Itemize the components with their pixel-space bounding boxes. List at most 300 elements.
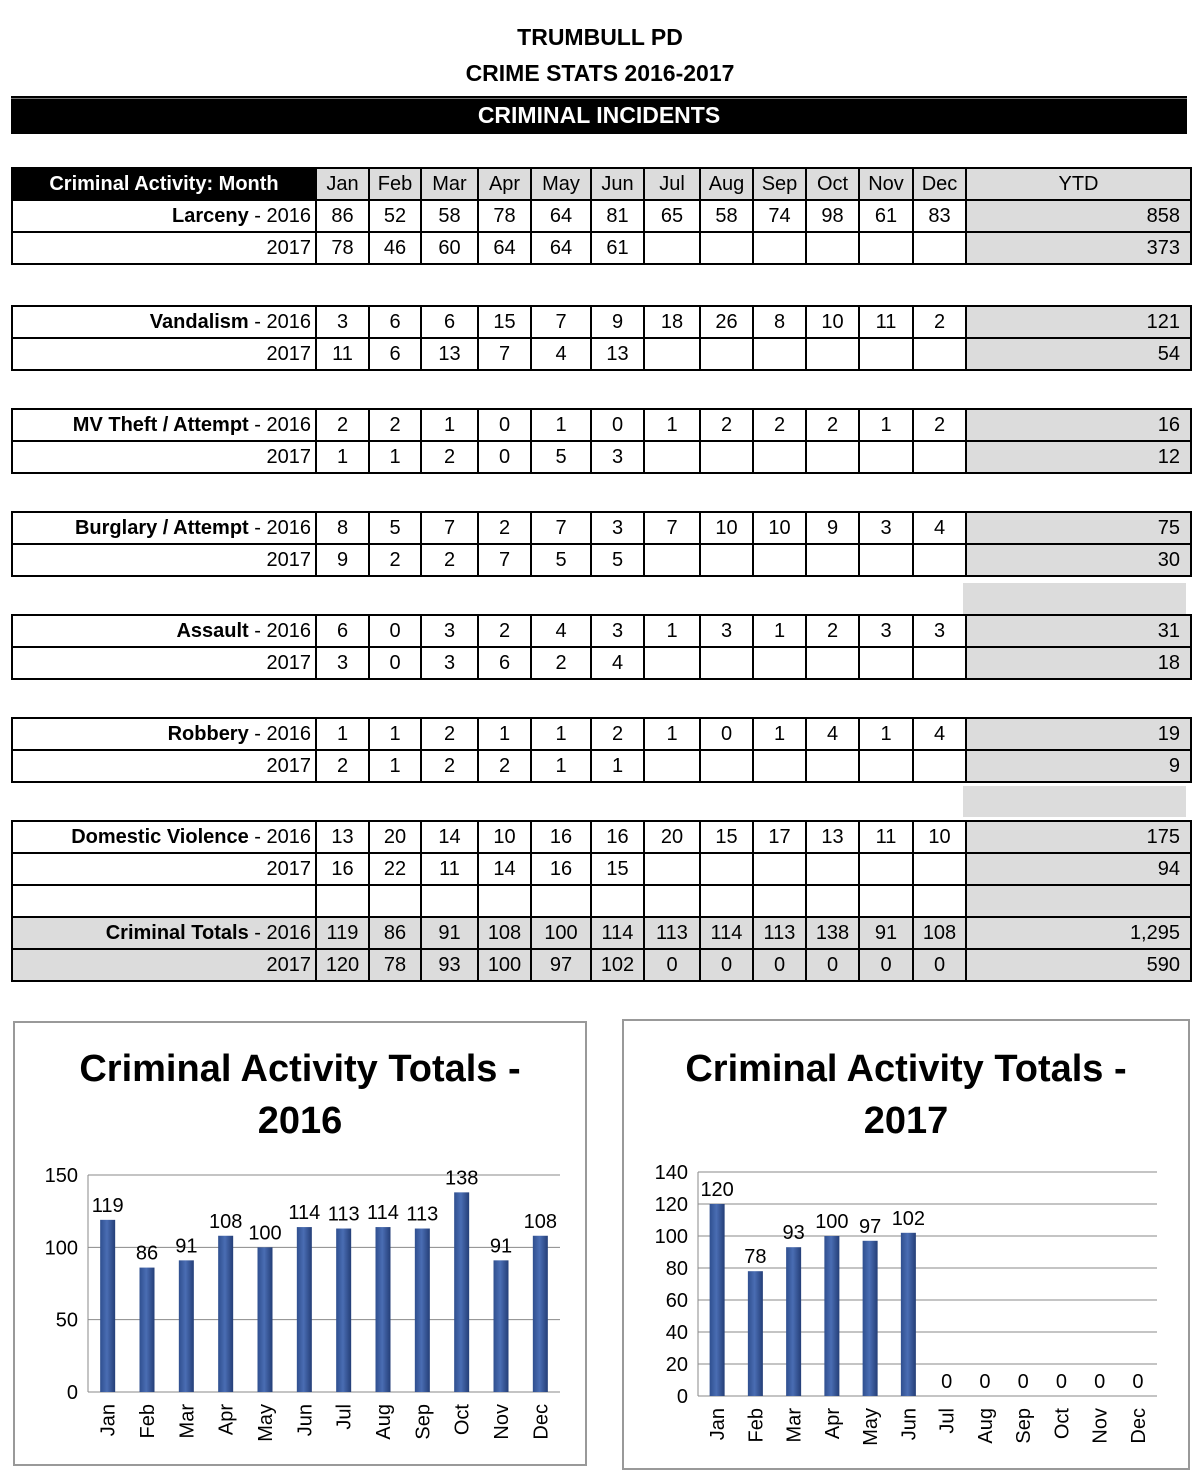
crime-category: Burglary / Attempt bbox=[74, 516, 249, 539]
ytd-value: 18 bbox=[966, 647, 1191, 679]
month-value bbox=[644, 338, 700, 370]
month-value: 6 bbox=[316, 615, 369, 647]
month-value: 7 bbox=[421, 512, 478, 544]
month-value: 1 bbox=[369, 441, 421, 473]
row-label bbox=[12, 338, 316, 370]
ytd-value: 31 bbox=[966, 615, 1191, 647]
y-tick-label: 20 bbox=[665, 1354, 688, 1376]
month-value: 2 bbox=[421, 750, 478, 782]
month-value: 65 bbox=[644, 200, 700, 232]
empty-cell bbox=[531, 885, 591, 917]
table-row bbox=[12, 409, 1191, 441]
row-year: 2016 bbox=[266, 204, 311, 227]
month-total: 108 bbox=[913, 917, 966, 949]
bar bbox=[258, 1247, 273, 1392]
month-total: 0 bbox=[753, 949, 806, 981]
month-header: Nov bbox=[859, 168, 913, 200]
empty-cell bbox=[421, 885, 478, 917]
month-value: 10 bbox=[913, 821, 966, 853]
month-value bbox=[700, 544, 753, 576]
month-value: 83 bbox=[913, 200, 966, 232]
row-year: 2016 bbox=[266, 310, 311, 333]
month-value: 3 bbox=[859, 512, 913, 544]
row-label: Burglary / Attempt - 2016 bbox=[12, 512, 316, 544]
month-value: 3 bbox=[859, 615, 913, 647]
bar bbox=[494, 1260, 509, 1392]
month-value bbox=[859, 750, 913, 782]
month-value: 7 bbox=[531, 512, 591, 544]
row-label: MV Theft / Attempt - 2016 bbox=[12, 409, 316, 441]
x-tick-label: Dec bbox=[530, 1404, 553, 1440]
ytd-gap-shade bbox=[963, 583, 1186, 614]
x-tick-label: Jul bbox=[333, 1404, 356, 1430]
month-value: 8 bbox=[316, 512, 369, 544]
ytd-value: 94 bbox=[966, 853, 1191, 885]
month-value: 2 bbox=[806, 409, 859, 441]
table-row bbox=[12, 853, 1191, 885]
month-value bbox=[644, 441, 700, 473]
x-tick-label: Jul bbox=[936, 1408, 959, 1434]
month-value: 2 bbox=[316, 409, 369, 441]
bar bbox=[710, 1204, 725, 1396]
month-value bbox=[806, 853, 859, 885]
month-value bbox=[806, 750, 859, 782]
month-total: 86 bbox=[369, 917, 421, 949]
month-value: 86 bbox=[316, 200, 369, 232]
bar bbox=[748, 1271, 763, 1396]
table-row bbox=[12, 544, 1191, 576]
month-total: 97 bbox=[531, 949, 591, 981]
empty-cell bbox=[591, 885, 644, 917]
month-value: 0 bbox=[478, 441, 531, 473]
crime-category: Larceny bbox=[172, 204, 249, 227]
month-value: 52 bbox=[369, 200, 421, 232]
ytd-gap-shade bbox=[963, 786, 1186, 817]
month-value: 0 bbox=[369, 647, 421, 679]
month-value: 13 bbox=[421, 338, 478, 370]
chart-2016 bbox=[13, 1021, 587, 1466]
row-label: Larceny - 2016 bbox=[12, 200, 316, 232]
month-value bbox=[700, 647, 753, 679]
month-header: Feb bbox=[369, 168, 421, 200]
table-row bbox=[12, 200, 1191, 232]
month-value: 13 bbox=[806, 821, 859, 853]
month-value: 1 bbox=[859, 718, 913, 750]
month-value: 17 bbox=[753, 821, 806, 853]
row-year: 2016 bbox=[266, 722, 311, 745]
month-value bbox=[806, 232, 859, 264]
row-label: Robbery - 2016 bbox=[12, 718, 316, 750]
month-value: 0 bbox=[591, 409, 644, 441]
month-header: Aug bbox=[700, 168, 753, 200]
month-value: 3 bbox=[421, 615, 478, 647]
chart-title-line1: Criminal Activity Totals - bbox=[79, 1048, 521, 1090]
month-value: 1 bbox=[531, 750, 591, 782]
data-label: 114 bbox=[367, 1202, 399, 1225]
table-row bbox=[12, 441, 1191, 473]
month-total: 0 bbox=[644, 949, 700, 981]
month-value: 5 bbox=[591, 544, 644, 576]
month-value bbox=[913, 853, 966, 885]
x-tick-label: Apr bbox=[821, 1408, 844, 1440]
y-tick-label: 120 bbox=[654, 1194, 688, 1216]
empty-cell bbox=[806, 885, 859, 917]
month-total: 119 bbox=[316, 917, 369, 949]
table-row bbox=[12, 750, 1191, 782]
month-value: 98 bbox=[806, 200, 859, 232]
month-value: 15 bbox=[700, 821, 753, 853]
data-label: 119 bbox=[91, 1194, 124, 1217]
data-label: 0 bbox=[1132, 1371, 1144, 1393]
month-total: 78 bbox=[369, 949, 421, 981]
month-value: 2 bbox=[369, 409, 421, 441]
month-value: 4 bbox=[531, 338, 591, 370]
data-label: 0 bbox=[979, 1371, 991, 1393]
x-tick-label: Aug bbox=[373, 1404, 395, 1440]
bar bbox=[863, 1241, 878, 1396]
month-value bbox=[753, 544, 806, 576]
empty-cell bbox=[700, 885, 753, 917]
data-label: 91 bbox=[175, 1235, 198, 1258]
ytd-header: YTD bbox=[966, 168, 1191, 200]
month-value: 1 bbox=[591, 750, 644, 782]
x-tick-label: Feb bbox=[745, 1408, 768, 1443]
month-total: 0 bbox=[859, 949, 913, 981]
totals-row bbox=[12, 949, 1191, 981]
stats-table-group bbox=[11, 408, 1192, 474]
empty-cell bbox=[966, 885, 1191, 917]
month-value: 1 bbox=[531, 409, 591, 441]
month-value: 1 bbox=[478, 718, 531, 750]
data-label: 138 bbox=[444, 1167, 479, 1190]
month-value: 2 bbox=[591, 718, 644, 750]
empty-cell bbox=[644, 885, 700, 917]
data-label: 100 bbox=[815, 1211, 849, 1233]
month-value bbox=[806, 338, 859, 370]
empty-cell bbox=[913, 885, 966, 917]
month-value bbox=[644, 232, 700, 264]
month-value: 16 bbox=[591, 821, 644, 853]
month-value: 13 bbox=[316, 821, 369, 853]
ytd-value: 54 bbox=[966, 338, 1191, 370]
y-tick-label: 50 bbox=[55, 1309, 78, 1332]
month-value: 3 bbox=[591, 441, 644, 473]
x-tick-label: Jan bbox=[707, 1408, 730, 1441]
row-label bbox=[12, 750, 316, 782]
month-total: 91 bbox=[859, 917, 913, 949]
row-year: 2017 bbox=[266, 548, 311, 571]
row-year: 2016 bbox=[266, 921, 311, 944]
month-value: 15 bbox=[478, 306, 531, 338]
month-total: 108 bbox=[478, 917, 531, 949]
bar bbox=[336, 1229, 351, 1392]
x-tick-label: Jan bbox=[97, 1404, 120, 1437]
month-total: 120 bbox=[316, 949, 369, 981]
month-value: 1 bbox=[421, 409, 478, 441]
month-value: 10 bbox=[806, 306, 859, 338]
x-tick-label: Sep bbox=[1013, 1408, 1036, 1444]
month-value: 46 bbox=[369, 232, 421, 264]
ytd-value: 30 bbox=[966, 544, 1191, 576]
corner-header: Criminal Activity: Month bbox=[12, 168, 316, 200]
x-tick-label: Jun bbox=[294, 1404, 317, 1437]
month-value: 11 bbox=[859, 821, 913, 853]
month-value: 64 bbox=[478, 232, 531, 264]
data-label: 86 bbox=[135, 1242, 159, 1265]
y-tick-label: 0 bbox=[676, 1386, 688, 1408]
totals-label: Criminal Totals bbox=[105, 921, 249, 944]
x-tick-label: Jun bbox=[898, 1408, 921, 1441]
section-banner: CRIMINAL INCIDENTS bbox=[11, 96, 1187, 134]
data-label: 78 bbox=[744, 1246, 767, 1269]
ytd-value: 373 bbox=[966, 232, 1191, 264]
month-value bbox=[913, 750, 966, 782]
month-value bbox=[644, 647, 700, 679]
month-header: Jul bbox=[644, 168, 700, 200]
month-value: 0 bbox=[478, 409, 531, 441]
month-value: 1 bbox=[531, 718, 591, 750]
row-label bbox=[12, 544, 316, 576]
month-value: 16 bbox=[531, 821, 591, 853]
month-value: 61 bbox=[859, 200, 913, 232]
month-value: 2 bbox=[806, 615, 859, 647]
data-label: 120 bbox=[700, 1179, 734, 1201]
month-value: 3 bbox=[913, 615, 966, 647]
month-value: 3 bbox=[316, 306, 369, 338]
month-value: 11 bbox=[421, 853, 478, 885]
bar bbox=[100, 1220, 115, 1392]
row-year: 2017 bbox=[266, 857, 311, 880]
ytd-value: 175 bbox=[966, 821, 1191, 853]
month-value: 61 bbox=[591, 232, 644, 264]
month-value bbox=[753, 647, 806, 679]
chart-title-line2: 2017 bbox=[863, 1100, 949, 1142]
month-value: 58 bbox=[700, 200, 753, 232]
x-tick-label: Oct bbox=[451, 1404, 474, 1436]
month-total: 114 bbox=[591, 917, 644, 949]
month-value: 5 bbox=[531, 544, 591, 576]
month-value: 1 bbox=[859, 409, 913, 441]
month-value: 2 bbox=[369, 544, 421, 576]
month-value: 14 bbox=[421, 821, 478, 853]
month-value: 8 bbox=[753, 306, 806, 338]
crime-category: Domestic Violence bbox=[71, 825, 249, 848]
table-row bbox=[12, 512, 1191, 544]
x-tick-label: Aug bbox=[974, 1408, 997, 1444]
month-value: 5 bbox=[531, 441, 591, 473]
chart-title-line2: 2016 bbox=[257, 1100, 343, 1142]
empty-cell bbox=[478, 885, 531, 917]
month-value: 3 bbox=[591, 512, 644, 544]
month-value bbox=[700, 232, 753, 264]
month-value: 7 bbox=[478, 544, 531, 576]
month-value bbox=[700, 750, 753, 782]
month-value: 81 bbox=[591, 200, 644, 232]
empty-cell bbox=[753, 885, 806, 917]
ytd-value: 16 bbox=[966, 409, 1191, 441]
data-label: 93 bbox=[782, 1222, 805, 1245]
month-value: 20 bbox=[644, 821, 700, 853]
report-subtitle: CRIME STATS 2016-2017 bbox=[465, 60, 735, 86]
month-value bbox=[913, 232, 966, 264]
chart-2017 bbox=[622, 1019, 1190, 1470]
data-label: 97 bbox=[859, 1215, 882, 1238]
crime-category: Assault bbox=[176, 619, 249, 642]
y-tick-label: 150 bbox=[44, 1165, 78, 1187]
month-header: Jan bbox=[316, 168, 369, 200]
bar bbox=[140, 1268, 155, 1392]
row-year: 2016 bbox=[266, 516, 311, 539]
row-year: 2017 bbox=[266, 342, 311, 365]
ytd-value: 9 bbox=[966, 750, 1191, 782]
table-row bbox=[12, 821, 1191, 853]
month-value bbox=[700, 853, 753, 885]
month-value bbox=[806, 441, 859, 473]
chart-2017-plot bbox=[624, 1021, 1188, 1468]
month-value: 13 bbox=[591, 338, 644, 370]
row-label bbox=[12, 949, 316, 981]
month-value: 58 bbox=[421, 200, 478, 232]
crime-category: MV Theft / Attempt bbox=[72, 413, 249, 436]
x-tick-label: Oct bbox=[1051, 1408, 1074, 1440]
month-value bbox=[644, 750, 700, 782]
month-value bbox=[806, 544, 859, 576]
bar bbox=[901, 1233, 916, 1396]
row-year: 2017 bbox=[266, 754, 311, 777]
month-value: 9 bbox=[316, 544, 369, 576]
month-total: 91 bbox=[421, 917, 478, 949]
report-agency-title: TRUMBULL PD bbox=[517, 24, 683, 50]
month-value: 3 bbox=[700, 615, 753, 647]
data-label: 0 bbox=[1094, 1371, 1106, 1393]
month-value: 1 bbox=[369, 750, 421, 782]
month-value: 6 bbox=[421, 306, 478, 338]
month-value: 78 bbox=[316, 232, 369, 264]
month-value: 7 bbox=[478, 338, 531, 370]
month-header: May bbox=[531, 168, 591, 200]
month-value bbox=[913, 441, 966, 473]
table-row bbox=[12, 647, 1191, 679]
month-value: 10 bbox=[478, 821, 531, 853]
month-value: 11 bbox=[316, 338, 369, 370]
row-label: Assault - 2016 bbox=[12, 615, 316, 647]
totals-row bbox=[12, 917, 1191, 949]
month-value bbox=[859, 853, 913, 885]
x-tick-label: Feb bbox=[137, 1404, 159, 1439]
month-value: 10 bbox=[700, 512, 753, 544]
x-tick-label: Mar bbox=[783, 1408, 806, 1443]
month-value: 2 bbox=[421, 441, 478, 473]
month-value: 4 bbox=[806, 718, 859, 750]
bar bbox=[376, 1227, 391, 1392]
bar bbox=[786, 1247, 801, 1396]
table-row bbox=[12, 338, 1191, 370]
month-total: 0 bbox=[913, 949, 966, 981]
month-value: 1 bbox=[753, 718, 806, 750]
month-value: 2 bbox=[478, 750, 531, 782]
month-header: Apr bbox=[478, 168, 531, 200]
month-value: 6 bbox=[369, 338, 421, 370]
month-value bbox=[806, 647, 859, 679]
month-value: 3 bbox=[316, 647, 369, 679]
month-value bbox=[644, 544, 700, 576]
month-value: 74 bbox=[753, 200, 806, 232]
month-value: 2 bbox=[913, 409, 966, 441]
month-value: 0 bbox=[700, 718, 753, 750]
month-total: 138 bbox=[806, 917, 859, 949]
chart-title-line1: Criminal Activity Totals - bbox=[685, 1048, 1127, 1090]
month-value: 7 bbox=[644, 512, 700, 544]
bar bbox=[297, 1227, 312, 1392]
month-value: 5 bbox=[369, 512, 421, 544]
month-value: 2 bbox=[753, 409, 806, 441]
data-label: 0 bbox=[1017, 1371, 1029, 1393]
month-total: 113 bbox=[644, 917, 700, 949]
empty-cell bbox=[859, 885, 913, 917]
month-value: 1 bbox=[369, 718, 421, 750]
row-label: Vandalism - 2016 bbox=[12, 306, 316, 338]
bar bbox=[218, 1236, 233, 1392]
month-value: 4 bbox=[913, 512, 966, 544]
month-value: 1 bbox=[753, 615, 806, 647]
month-value: 64 bbox=[531, 232, 591, 264]
month-value bbox=[753, 441, 806, 473]
row-year: 2017 bbox=[266, 445, 311, 468]
month-value bbox=[859, 544, 913, 576]
x-tick-label: Nov bbox=[1089, 1408, 1112, 1444]
table-row bbox=[12, 615, 1191, 647]
month-value bbox=[859, 232, 913, 264]
data-label: 100 bbox=[248, 1222, 282, 1245]
bar bbox=[824, 1236, 839, 1396]
row-year: 2017 bbox=[266, 953, 311, 976]
month-total: 102 bbox=[591, 949, 644, 981]
x-tick-label: May bbox=[255, 1404, 277, 1442]
data-label: 102 bbox=[891, 1207, 926, 1230]
month-value: 2 bbox=[531, 647, 591, 679]
month-value bbox=[913, 338, 966, 370]
month-value bbox=[753, 338, 806, 370]
month-total: 0 bbox=[806, 949, 859, 981]
ytd-value: 121 bbox=[966, 306, 1191, 338]
ytd-total: 1,295 bbox=[966, 917, 1191, 949]
month-value: 9 bbox=[806, 512, 859, 544]
y-tick-label: 100 bbox=[44, 1237, 78, 1260]
month-value bbox=[700, 441, 753, 473]
month-value bbox=[753, 853, 806, 885]
row-label bbox=[12, 441, 316, 473]
month-value: 26 bbox=[700, 306, 753, 338]
month-value: 2 bbox=[913, 306, 966, 338]
month-value: 4 bbox=[913, 718, 966, 750]
y-tick-label: 40 bbox=[665, 1322, 688, 1344]
empty-cell bbox=[316, 885, 369, 917]
month-value: 1 bbox=[644, 615, 700, 647]
month-value: 3 bbox=[421, 647, 478, 679]
month-value: 2 bbox=[478, 512, 531, 544]
month-value: 2 bbox=[700, 409, 753, 441]
data-label: 114 bbox=[288, 1202, 321, 1225]
y-tick-label: 60 bbox=[665, 1290, 688, 1312]
crime-category: Robbery bbox=[167, 722, 249, 745]
month-header: Dec bbox=[913, 168, 966, 200]
month-value bbox=[913, 647, 966, 679]
y-tick-label: 0 bbox=[66, 1382, 78, 1404]
month-value: 2 bbox=[421, 718, 478, 750]
x-tick-label: Apr bbox=[215, 1404, 238, 1436]
stats-table-group bbox=[11, 614, 1192, 680]
data-label: 113 bbox=[406, 1203, 439, 1226]
